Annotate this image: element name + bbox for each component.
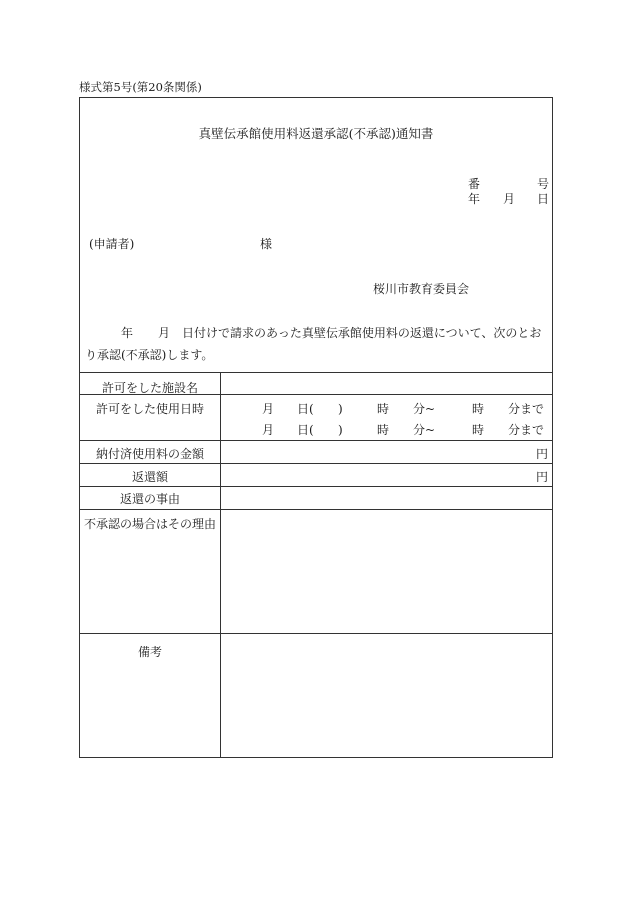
- row-divider: [80, 486, 552, 487]
- paid-amount-label: 納付済使用料の金額: [95, 447, 204, 461]
- datetime-day: 日(: [297, 402, 314, 416]
- column-divider: [220, 372, 221, 757]
- datetime-end-minute: 分まで: [508, 423, 545, 437]
- date-month-label: 月: [503, 192, 516, 206]
- datetime-weekday-close: ): [338, 402, 343, 416]
- datetime-start-hour: 時: [377, 402, 390, 416]
- datetime-month: 月: [262, 402, 275, 416]
- datetime-start-hour: 時: [377, 423, 390, 437]
- datetime-start-minute: 分~: [413, 423, 436, 437]
- body-year: 年: [121, 326, 134, 340]
- number-suffix: 号: [537, 177, 550, 191]
- number-label: 番: [468, 177, 481, 191]
- paid-amount-unit: 円: [536, 447, 549, 461]
- remarks-label: 備考: [137, 645, 162, 659]
- date-day-label: 日: [537, 192, 550, 206]
- document-title: 真壁伝承館使用料返還承認(不承認)通知書: [198, 126, 434, 141]
- datetime-day: 日(: [297, 423, 314, 437]
- row-divider: [80, 509, 552, 510]
- form-number-label: 様式第5号(第20条関係): [79, 80, 202, 94]
- notice-frame: [79, 97, 553, 758]
- datetime-start-minute: 分~: [413, 402, 436, 416]
- body-text-line1: 日付けで請求のあった真壁伝承館使用料の返還について、次のとお: [182, 326, 542, 340]
- datetime-label: 許可をした使用日時: [95, 402, 204, 416]
- table-top-border: [80, 372, 552, 373]
- datetime-end-hour: 時: [472, 402, 485, 416]
- row-divider: [80, 463, 552, 464]
- facility-label: 許可をした施設名: [101, 381, 198, 395]
- datetime-end-minute: 分まで: [508, 402, 545, 416]
- refund-amount-unit: 円: [536, 470, 549, 484]
- body-month: 月: [158, 326, 171, 340]
- datetime-month: 月: [262, 423, 275, 437]
- row-divider: [80, 440, 552, 441]
- issuer-name: 桜川市教育委員会: [373, 282, 470, 296]
- refund-amount-label: 返還額: [131, 470, 168, 484]
- row-divider: [80, 633, 552, 634]
- disapproval-reason-label: 不承認の場合はその理由: [83, 517, 216, 531]
- date-year-label: 年: [468, 192, 481, 206]
- body-text-line2: り承認(不承認)します。: [85, 348, 214, 362]
- honorific-label: 様: [260, 237, 273, 251]
- datetime-weekday-close: ): [338, 423, 343, 437]
- datetime-end-hour: 時: [472, 423, 485, 437]
- applicant-label: (申請者): [89, 237, 135, 251]
- refund-reason-label: 返還の事由: [119, 492, 180, 506]
